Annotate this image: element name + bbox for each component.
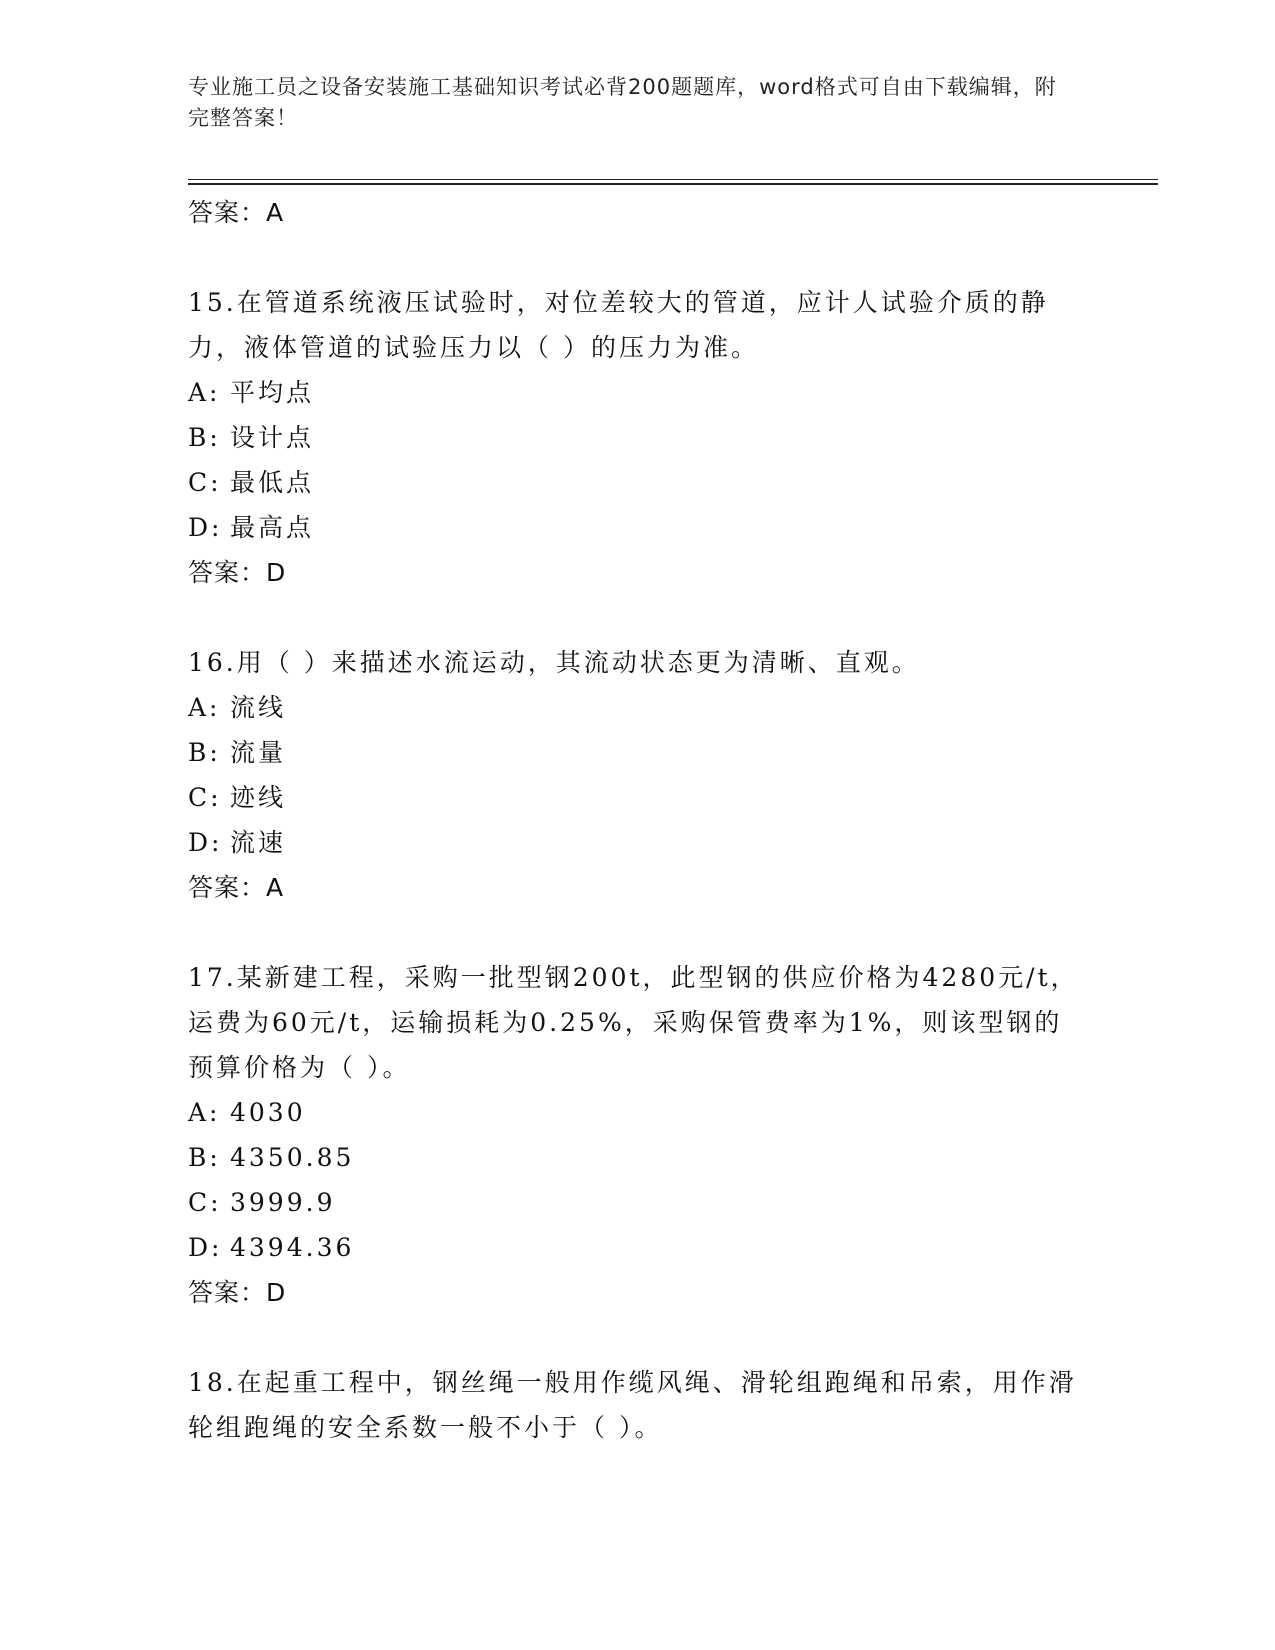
question-stem: 17.某新建工程，采购一批型钢200t，此型钢的供应价格为4280元/t，运费为60元/t，运输损耗为0.25%，采购保管费率为1%，则该型钢的预算价格为（ ）。 (188, 963, 1079, 1082)
question-16 (188, 640, 1088, 911)
answer-value: D (266, 1278, 287, 1307)
question-18 (188, 1360, 1088, 1450)
answer-label: 答案： (188, 558, 267, 587)
answer (188, 865, 1088, 911)
answer-label: 答案： (188, 1278, 267, 1307)
option-letter: A: (188, 378, 221, 407)
header-divider-thin (188, 179, 1158, 180)
option-text: 流速 (230, 828, 287, 857)
option-text: 流量 (230, 738, 287, 767)
question-15 (188, 280, 1088, 596)
page-header: 专业施工员之设备安装施工基础知识考试必背200题题库，word格式可自由下载编辑，附完整答案！ (188, 75, 1057, 130)
option-b (188, 1135, 1088, 1180)
answer (188, 1270, 1088, 1316)
option-letter: D: (188, 828, 223, 857)
option-text: 4030 (230, 1098, 306, 1127)
option-b (188, 730, 1088, 775)
option-text: 3999.9 (230, 1188, 336, 1217)
option-d (188, 1225, 1088, 1270)
option-text: 最高点 (230, 513, 315, 542)
question-stem: 15.在管道系统液压试验时，对位差较大的管道，应计人试验介质的静力，液体管道的试验压力以（ ）的压力为准。 (188, 288, 1049, 362)
answer-value: A (266, 198, 285, 227)
option-a (188, 1090, 1088, 1135)
option-text: 最低点 (230, 468, 315, 497)
option-letter: A: (188, 1098, 221, 1127)
option-letter: D: (188, 513, 223, 542)
option-c (188, 775, 1088, 820)
option-text: 迹线 (230, 783, 287, 812)
option-letter: B: (188, 738, 221, 767)
answer (188, 550, 1088, 596)
option-d (188, 505, 1088, 550)
answer-label: 答案： (188, 873, 267, 902)
answer-value: D (266, 558, 287, 587)
option-letter: B: (188, 1143, 221, 1172)
option-c (188, 1180, 1088, 1225)
answer-value: A (266, 873, 285, 902)
question-list (188, 190, 1088, 1450)
option-letter: C: (188, 468, 222, 497)
option-text: 设计点 (230, 423, 315, 452)
answer-label: 答案： (188, 198, 267, 227)
question-stem: 16.用（ ）来描述水流运动，其流动状态更为清晰、直观。 (188, 648, 920, 677)
previous-answer (188, 190, 1088, 236)
option-letter: D: (188, 1233, 223, 1262)
option-a (188, 685, 1088, 730)
option-a (188, 370, 1088, 415)
question-17 (188, 955, 1088, 1316)
option-letter: A: (188, 693, 221, 722)
option-letter: B: (188, 423, 221, 452)
header-divider-thick (188, 183, 1158, 185)
option-letter: C: (188, 1188, 222, 1217)
option-text: 流线 (230, 693, 287, 722)
question-stem: 18.在起重工程中，钢丝绳一般用作缆风绳、滑轮组跑绳和吊索，用作滑轮组跑绳的安全系数一般不小于（ ）。 (188, 1368, 1077, 1442)
option-d (188, 820, 1088, 865)
option-text: 平均点 (230, 378, 315, 407)
option-letter: C: (188, 783, 222, 812)
option-text: 4394.36 (230, 1233, 355, 1262)
option-text: 4350.85 (230, 1143, 355, 1172)
option-b (188, 415, 1088, 460)
option-c (188, 460, 1088, 505)
